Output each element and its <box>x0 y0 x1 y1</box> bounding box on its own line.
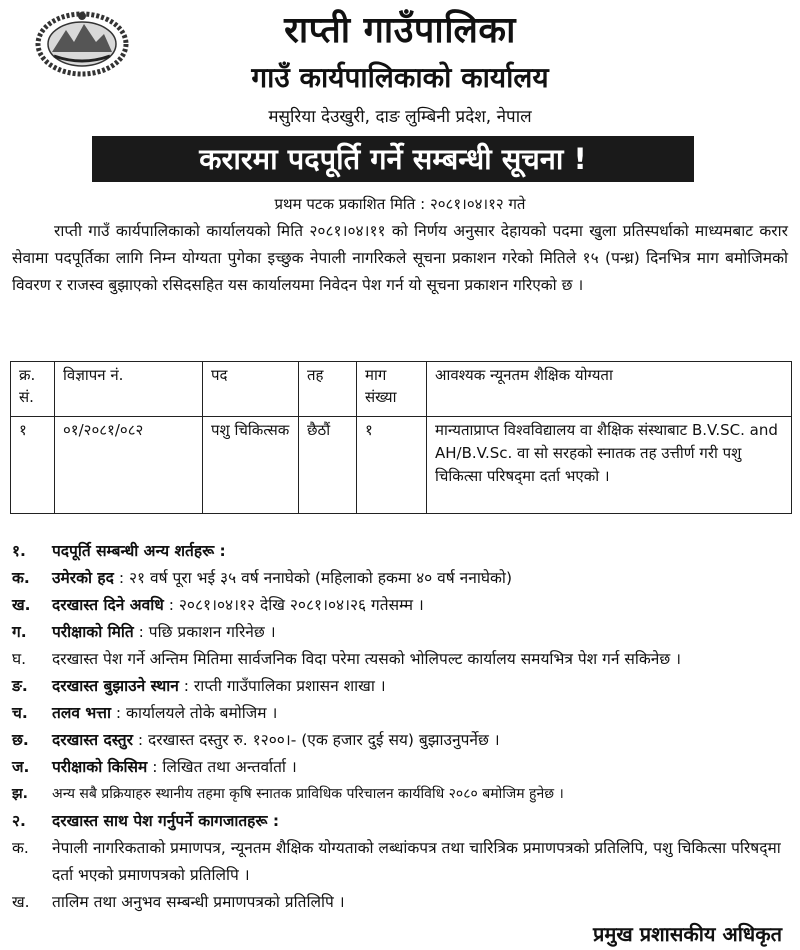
intro-text: राप्ती गाउँ कार्यपालिकाको कार्यालयको मिति २०८१।०४।११ को निर्णय अनुसार देहायको पदमा खुला प्रतिस्पर्धाको माध्यमबाट करार सेवामा पदपूर्तिका लागि निम्न योग्यता पुगेका इच्छुक नेपाली नागरिकले सूचना प्रकाशन गरेको मितिले १५ (पन्ध्र) दिनभित्र माग बमोजिमको विवरण र राजस्व बुझाएको रसिदसहित यस कार्यालयमा निवेदन पेश गर्न यो सूचना प्रकाशन गरिएको छ । <box>12 222 788 294</box>
cell-post: पशु चिकित्सक <box>203 417 299 514</box>
section-heading <box>12 538 792 565</box>
col-header-qualification: आवश्यक न्यूनतम शैक्षिक योग्यता <box>427 362 792 417</box>
condition-item <box>12 673 792 700</box>
col-header-sn: क्र. सं. <box>11 362 55 417</box>
item-marker: क. <box>12 569 30 587</box>
item-label: तलव भत्ता <box>52 704 111 722</box>
condition-item <box>12 727 792 754</box>
vacancy-table <box>10 361 792 514</box>
cell-ad-no: ०१/२०८१/०८२ <box>55 417 203 514</box>
section-title: पदपूर्ति सम्बन्धी अन्य शर्तहरू : <box>52 542 226 560</box>
section-number: २. <box>12 812 26 830</box>
item-text: : कार्यालयले तोके बमोजिम । <box>110 704 278 722</box>
document-item <box>12 889 792 916</box>
signature-title: प्रमुख प्रशासकीय अधिकृत <box>593 922 782 946</box>
item-label: दरखास्त दस्तुर <box>52 731 133 749</box>
item-text: : दरखास्त दस्तुर रु. १२००।- (एक हजार दुई सय) बुझाउनुपर्नेछ । <box>132 731 500 749</box>
condition-item <box>12 646 792 673</box>
item-label: परीक्षाको किसिम <box>52 758 148 776</box>
office-address: मसुरिया देउखुरी, दाङ लुम्बिनी प्रदेश, नेपाल <box>268 107 532 127</box>
conditions-section <box>12 538 792 916</box>
section-title: दरखास्त साथ पेश गर्नुपर्ने कागजातहरू : <box>52 812 280 830</box>
document-item <box>12 835 792 889</box>
item-text: तालिम तथा अनुभव सम्बन्धी प्रमाणपत्रको प्रतिलिपि । <box>52 893 345 911</box>
item-marker: ग. <box>12 623 27 641</box>
notice-title-banner: करारमा पदपूर्ति गर्ने सम्बन्धी सूचना ! <box>92 136 694 182</box>
col-header-ad-no: विज्ञापन नं. <box>55 362 203 417</box>
col-header-level: तह <box>299 362 357 417</box>
item-marker: झ. <box>12 786 28 802</box>
cell-sn: १ <box>11 417 55 514</box>
table-row <box>11 417 792 514</box>
condition-item <box>12 700 792 727</box>
item-marker: घ. <box>12 650 27 668</box>
item-label: उमेरको हद <box>52 569 114 587</box>
condition-item <box>12 754 792 781</box>
item-text: नेपाली नागरिकताको प्रमाणपत्र, न्यूनतम शैक्षिक योग्यताको लब्धांकपत्र तथा चारित्रिक प्रमाणपत्रको प्रतिलिपि, पशु चिकित्सा परिषद्‌मा दर्ता भएको प्रमाणपत्रको प्रतिलिपि । <box>52 839 781 884</box>
item-text: : लिखित तथा अन्तर्वार्ता । <box>147 758 297 776</box>
cell-level: छैठौं <box>299 417 357 514</box>
cell-demand: १ <box>357 417 427 514</box>
item-text: दरखास्त पेश गर्ने अन्तिम मितिमा सार्वजनिक विदा परेमा त्यसको भोलिपल्ट कार्यालय समयभित्र पेश गर्न सकिनेछ । <box>52 650 682 668</box>
condition-item <box>12 781 792 808</box>
item-marker: ज. <box>12 758 30 776</box>
item-marker: छ. <box>12 731 29 749</box>
condition-item <box>12 565 792 592</box>
publish-date: प्रथम पटक प्रकाशित मिति : २०८१।०४।१२ गते <box>274 195 526 213</box>
condition-item <box>12 619 792 646</box>
col-header-demand: माग संख्या <box>357 362 427 417</box>
cell-qualification: मान्यताप्राप्त विश्वविद्यालय वा शैक्षिक संस्थाबाट B.V.SC. and AH/B.V.Sc. वा सो सरहको स्नातक तह उत्तीर्ण गरी पशु चिकित्सा परिषद्‌मा दर्ता भएको । <box>427 417 792 514</box>
item-marker: क. <box>12 839 29 857</box>
col-header-post: पद <box>203 362 299 417</box>
item-label: परीक्षाको मिति <box>52 623 134 641</box>
item-label: दरखास्त बुझाउने स्थान <box>52 677 179 695</box>
section-number: १. <box>12 542 26 560</box>
section-heading <box>12 808 792 835</box>
office-title: गाउँ कार्यपालिकाको कार्यालय <box>251 61 549 94</box>
item-label: दरखास्त दिने अवधि <box>52 596 164 614</box>
item-text: : २०८१।०४।१२ देखि २०८१।०४।२६ गतेसम्म । <box>163 596 424 614</box>
item-text: : २१ वर्ष पूरा भई ३५ वर्ष ननाघेको (महिलाको हकमा ४० वर्ष ननाघेको) <box>113 569 512 587</box>
item-text: : पछि प्रकाशन गरिनेछ । <box>133 623 276 641</box>
intro-paragraph <box>12 218 788 299</box>
municipality-title: राप्ती गाउँपालिका <box>284 10 516 51</box>
item-text: अन्य सबै प्रक्रियाहरु स्थानीय तहमा कृषि स्नातक प्राविधिक परिचालन कार्यविधि २०८० बमोजिम हुनेछ । <box>52 786 564 802</box>
item-text: : राप्ती गाउँपालिका प्रशासन शाखा । <box>178 677 386 695</box>
item-marker: ख. <box>12 596 31 614</box>
table-header-row <box>11 362 792 417</box>
item-marker: ङ. <box>12 677 28 695</box>
item-marker: ख. <box>12 893 30 911</box>
condition-item <box>12 592 792 619</box>
item-marker: च. <box>12 704 28 722</box>
